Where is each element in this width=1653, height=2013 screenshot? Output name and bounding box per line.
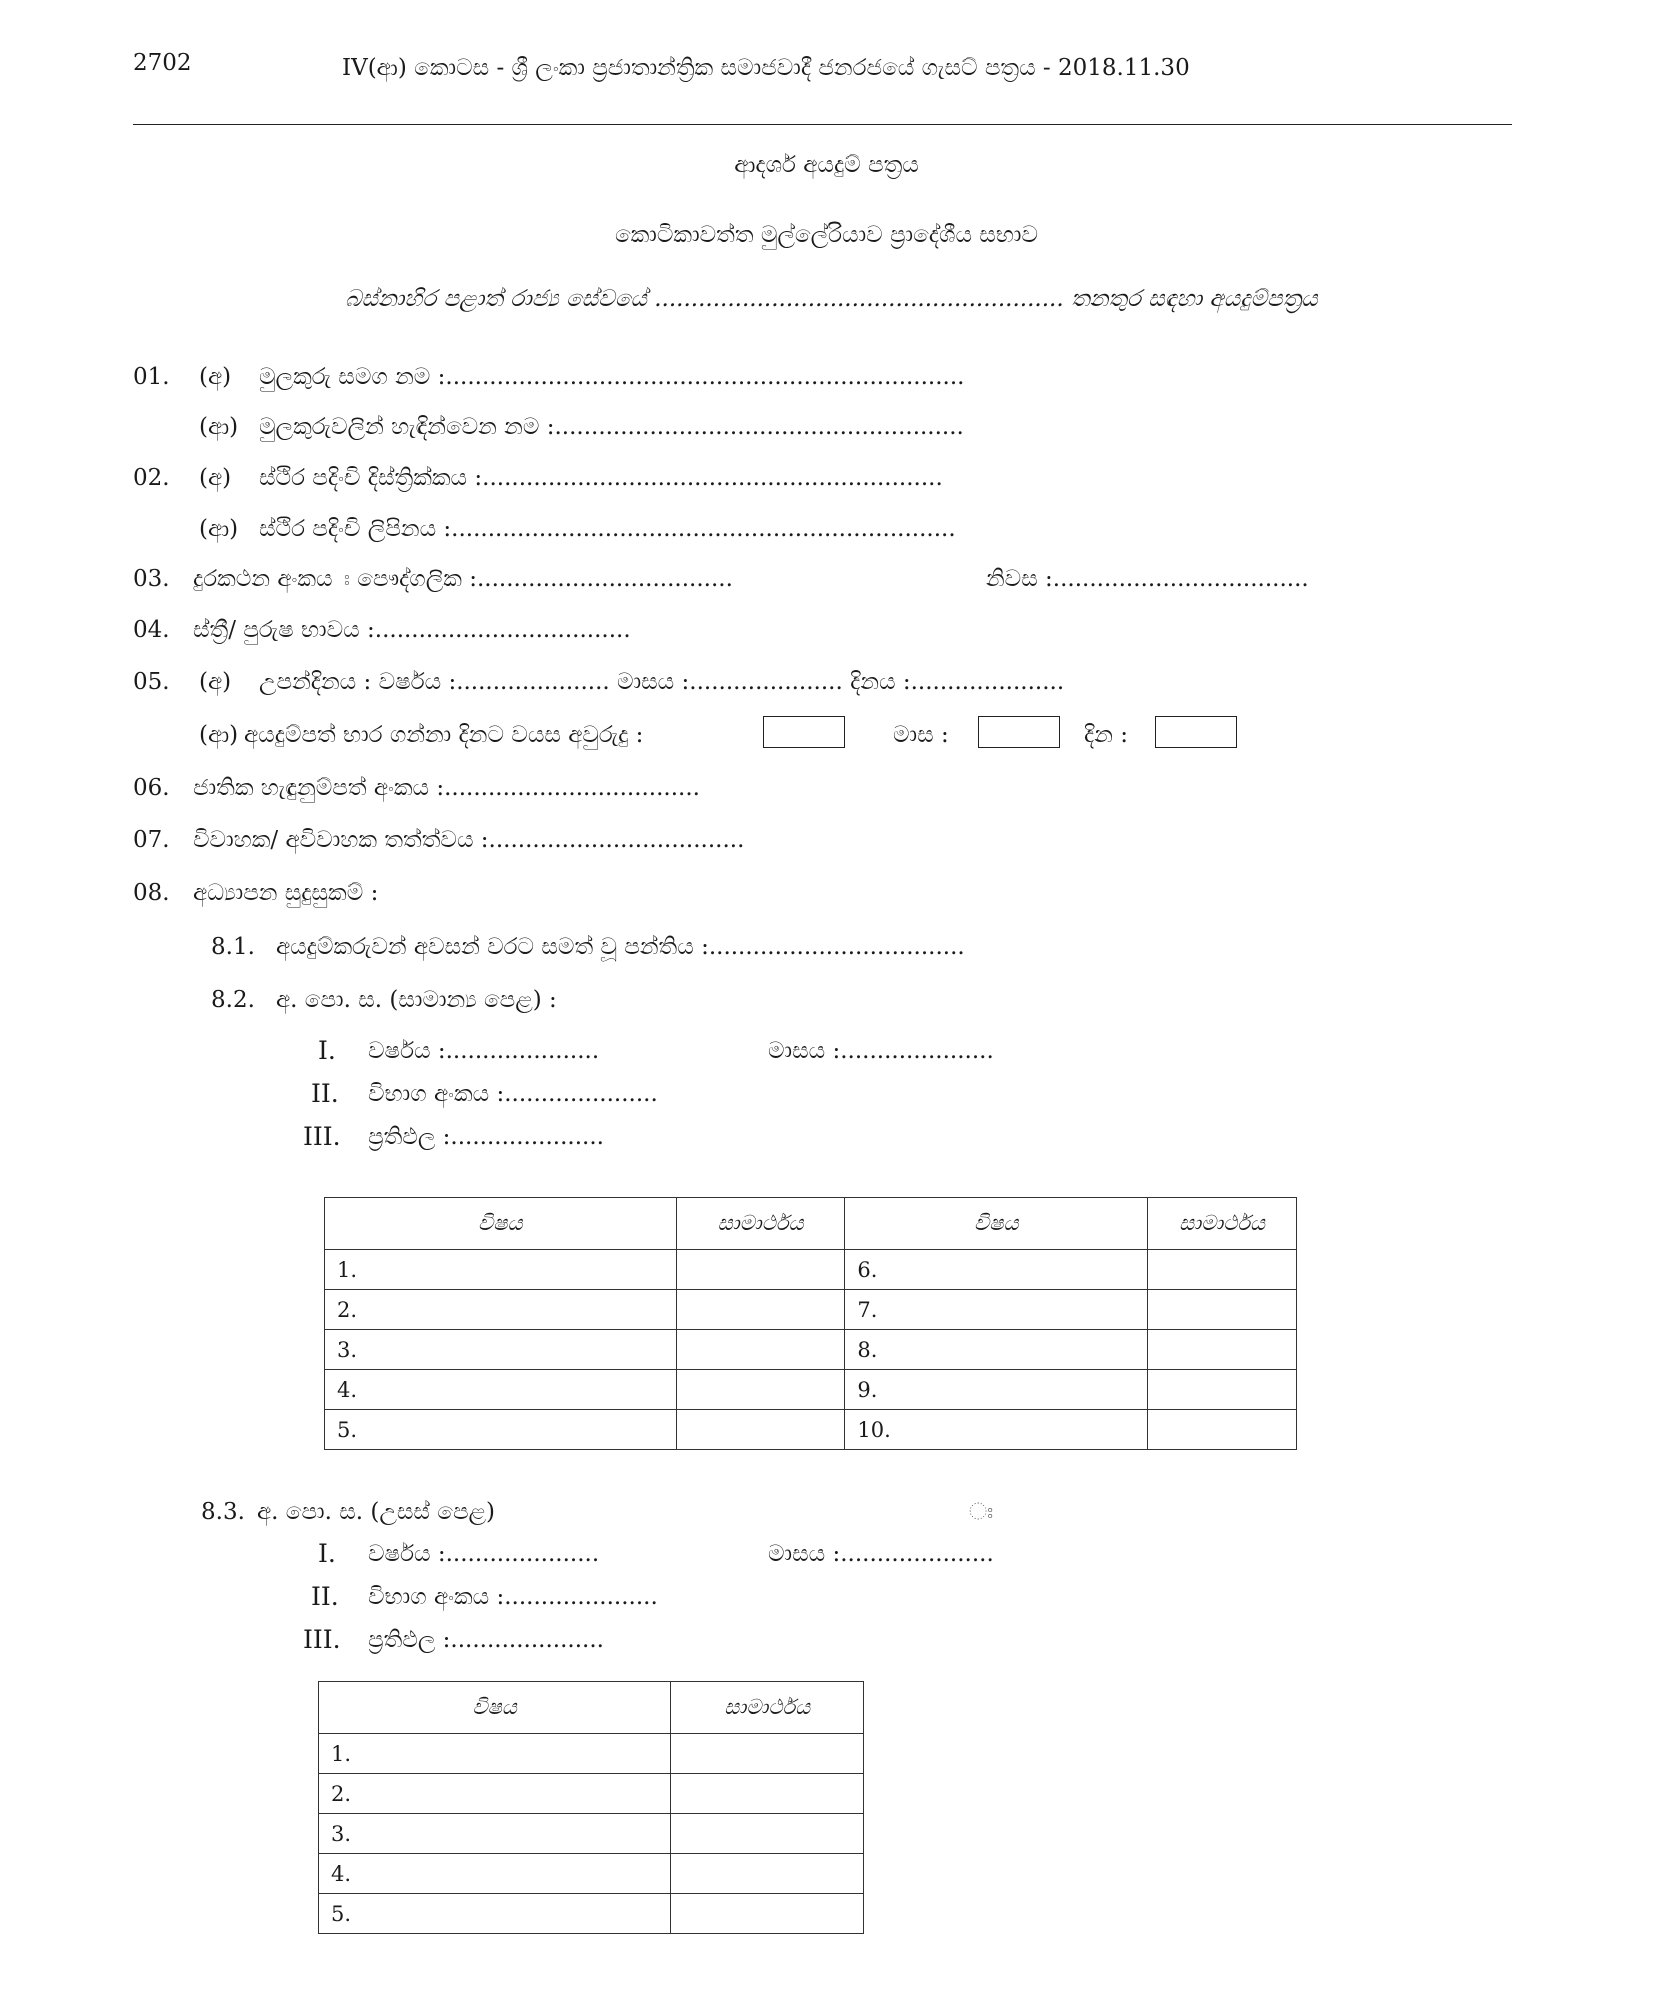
col-grade: සාමාර්ථය: [676, 1198, 845, 1250]
col-subject: විෂය: [845, 1198, 1148, 1250]
grade-cell[interactable]: [676, 1370, 845, 1410]
table-row: [319, 1854, 864, 1894]
item-07-number: 07.: [133, 827, 170, 853]
al-results-table: [318, 1681, 864, 1934]
table-header-row: [319, 1682, 864, 1734]
grade-cell[interactable]: [676, 1410, 845, 1450]
grade-cell[interactable]: [671, 1734, 864, 1774]
table-header-row: [325, 1198, 1297, 1250]
ol-roman-2: II.: [311, 1079, 339, 1108]
item-02b-label: (ආ): [199, 516, 239, 542]
item-05-number: 05.: [133, 669, 170, 695]
subject-cell[interactable]: 5.: [319, 1894, 671, 1934]
item-01-number: 01.: [133, 364, 170, 390]
al-roman-2: II.: [311, 1582, 339, 1611]
age-days-label: දින :: [1084, 722, 1128, 748]
al-results-field[interactable]: ප්‍රතිඵල :.....................: [368, 1627, 604, 1653]
ol-month-field[interactable]: මාසය :.....................: [768, 1038, 994, 1064]
page-number: 2702: [133, 50, 192, 76]
grade-cell[interactable]: [676, 1330, 845, 1370]
item-02-number: 02.: [133, 465, 170, 491]
gender-field[interactable]: ස්ත්‍රී/ පුරුෂ භාවය :...................................: [193, 617, 631, 643]
ol-year-field[interactable]: වර්ෂය :.....................: [368, 1038, 600, 1064]
table-row: [325, 1250, 1297, 1290]
post-line: බස්නාහිර පළාත් රාජ්‍ය සේවයේ ........................................................ තනතුර සඳහා අයදුම්පත්‍රය: [345, 286, 1318, 312]
al-index-field[interactable]: විභාග අංකය :.....................: [368, 1584, 658, 1610]
subject-cell[interactable]: 3.: [325, 1330, 677, 1370]
ol-roman-3: III.: [303, 1122, 341, 1151]
age-days-box[interactable]: [1155, 716, 1237, 748]
item-05a-label: (අ): [199, 669, 232, 695]
ol-results-field[interactable]: ප්‍රතිඵල :.....................: [368, 1124, 604, 1150]
nic-number-field[interactable]: ජාතික හැඳුනුම්පත් අංකය :...................................: [193, 775, 700, 801]
subject-cell[interactable]: 4.: [325, 1370, 677, 1410]
table-row: [325, 1330, 1297, 1370]
ol-roman-1: I.: [318, 1036, 336, 1065]
subject-cell[interactable]: 2.: [325, 1290, 677, 1330]
age-years-label: අයදුම්පත් භාර ගන්නා දිනට වයස අවුරුදු :: [244, 722, 644, 748]
subject-cell[interactable]: 6.: [845, 1250, 1148, 1290]
grade-cell[interactable]: [671, 1774, 864, 1814]
ol-heading: අ. පො. ස. (සාමාන්‍ය පෙළ) :: [276, 987, 557, 1013]
ol-results-table: [324, 1197, 1297, 1450]
table-row: [325, 1290, 1297, 1330]
subject-cell[interactable]: 3.: [319, 1814, 671, 1854]
subject-cell[interactable]: 10.: [845, 1410, 1148, 1450]
grade-cell[interactable]: [671, 1894, 864, 1934]
civil-status-field[interactable]: විවාහක/ අවිවාහක තත්ත්වය :...................................: [193, 827, 745, 853]
home-phone-field[interactable]: නිවස :...................................: [986, 566, 1309, 592]
table-row: [325, 1370, 1297, 1410]
name-denoted-by-initials-field[interactable]: මුලකුරුවලින් හැඳින්වෙන නම :........................................................: [259, 414, 964, 440]
subject-cell[interactable]: 9.: [845, 1370, 1148, 1410]
running-title: IV(ආ) කොටස - ශ්‍රී ලංකා ප්‍රජාතාන්ත්‍රික සමාජවාදී ජනරජයේ ගැසට් පත්‍රය - 2018.11.30: [342, 55, 1190, 81]
subject-cell[interactable]: 8.: [845, 1330, 1148, 1370]
subject-cell[interactable]: 5.: [325, 1410, 677, 1450]
al-year-field[interactable]: වර්ෂය :.....................: [368, 1541, 600, 1567]
table-row: [325, 1410, 1297, 1450]
item-8-3-number: 8.3.: [201, 1499, 245, 1525]
table-row: [319, 1774, 864, 1814]
table-row: [319, 1814, 864, 1854]
education-heading: අධ්‍යාපන සුදුසුකම් :: [193, 880, 379, 906]
item-05b-label: (ආ): [199, 722, 239, 748]
item-04-number: 04.: [133, 617, 170, 643]
age-months-label: මාස :: [893, 722, 949, 748]
grade-cell[interactable]: [1148, 1290, 1297, 1330]
al-heading-colon: ඃ: [969, 1499, 994, 1525]
ol-index-field[interactable]: විභාග අංකය :.....................: [368, 1081, 658, 1107]
col-grade: සාමාර්ථය: [1148, 1198, 1297, 1250]
date-of-birth-field[interactable]: උපන්දිනය : වර්ෂය :..................... මාසය :..................... දිනය :.....................: [259, 669, 1065, 695]
permanent-address-field[interactable]: ස්ථිර පදිංචි ලිපිනය :.....................................................................: [259, 516, 956, 542]
name-with-initials-field[interactable]: මුලකුරු සමග නම :.......................................................................: [259, 364, 965, 390]
grade-cell[interactable]: [671, 1854, 864, 1894]
col-subject: විෂය: [325, 1198, 677, 1250]
item-01b-label: (ආ): [199, 414, 239, 440]
subject-cell[interactable]: 1.: [325, 1250, 677, 1290]
col-grade: සාමාර්ථය: [671, 1682, 864, 1734]
personal-phone-field[interactable]: දුරකථන අංකය ඃ පෞද්ගලික :...................................: [193, 566, 733, 592]
last-grade-field[interactable]: අයදුම්කරුවන් අවසන් වරට සමත් වූ පන්තිය :...................................: [276, 934, 965, 960]
grade-cell[interactable]: [671, 1814, 864, 1854]
grade-cell[interactable]: [1148, 1370, 1297, 1410]
item-03-number: 03.: [133, 566, 170, 592]
permanent-district-field[interactable]: ස්ථිර පදිංචි දිස්ත්‍රික්කය :...............................................................: [259, 465, 943, 491]
al-roman-1: I.: [318, 1539, 336, 1568]
table-row: [319, 1894, 864, 1934]
item-02a-label: (අ): [199, 465, 232, 491]
item-8-1-number: 8.1.: [211, 934, 255, 960]
item-8-2-number: 8.2.: [211, 987, 255, 1013]
al-heading: අ. පො. ස. (උසස් පෙළ): [257, 1499, 496, 1525]
subject-cell[interactable]: 4.: [319, 1854, 671, 1894]
subject-cell[interactable]: 2.: [319, 1774, 671, 1814]
grade-cell[interactable]: [676, 1290, 845, 1330]
al-month-field[interactable]: මාසය :.....................: [768, 1541, 994, 1567]
subject-cell[interactable]: 7.: [845, 1290, 1148, 1330]
subject-cell[interactable]: 1.: [319, 1734, 671, 1774]
table-row: [319, 1734, 864, 1774]
age-months-box[interactable]: [978, 716, 1060, 748]
item-06-number: 06.: [133, 775, 170, 801]
header-rule: [133, 124, 1512, 125]
grade-cell[interactable]: [1148, 1250, 1297, 1290]
al-roman-3: III.: [303, 1625, 341, 1654]
item-08-number: 08.: [133, 880, 170, 906]
form-title: ආදර්ශ අයදුම් පත්‍රය: [734, 152, 919, 178]
grade-cell[interactable]: [1148, 1410, 1297, 1450]
grade-cell[interactable]: [1148, 1330, 1297, 1370]
item-01a-label: (අ): [199, 364, 232, 390]
council-name: කොටිකාවත්ත මුල්ලේරියාව ප්‍රාදේශීය සභාව: [614, 222, 1039, 248]
age-years-box[interactable]: [763, 716, 845, 748]
grade-cell[interactable]: [676, 1250, 845, 1290]
col-subject: විෂය: [319, 1682, 671, 1734]
